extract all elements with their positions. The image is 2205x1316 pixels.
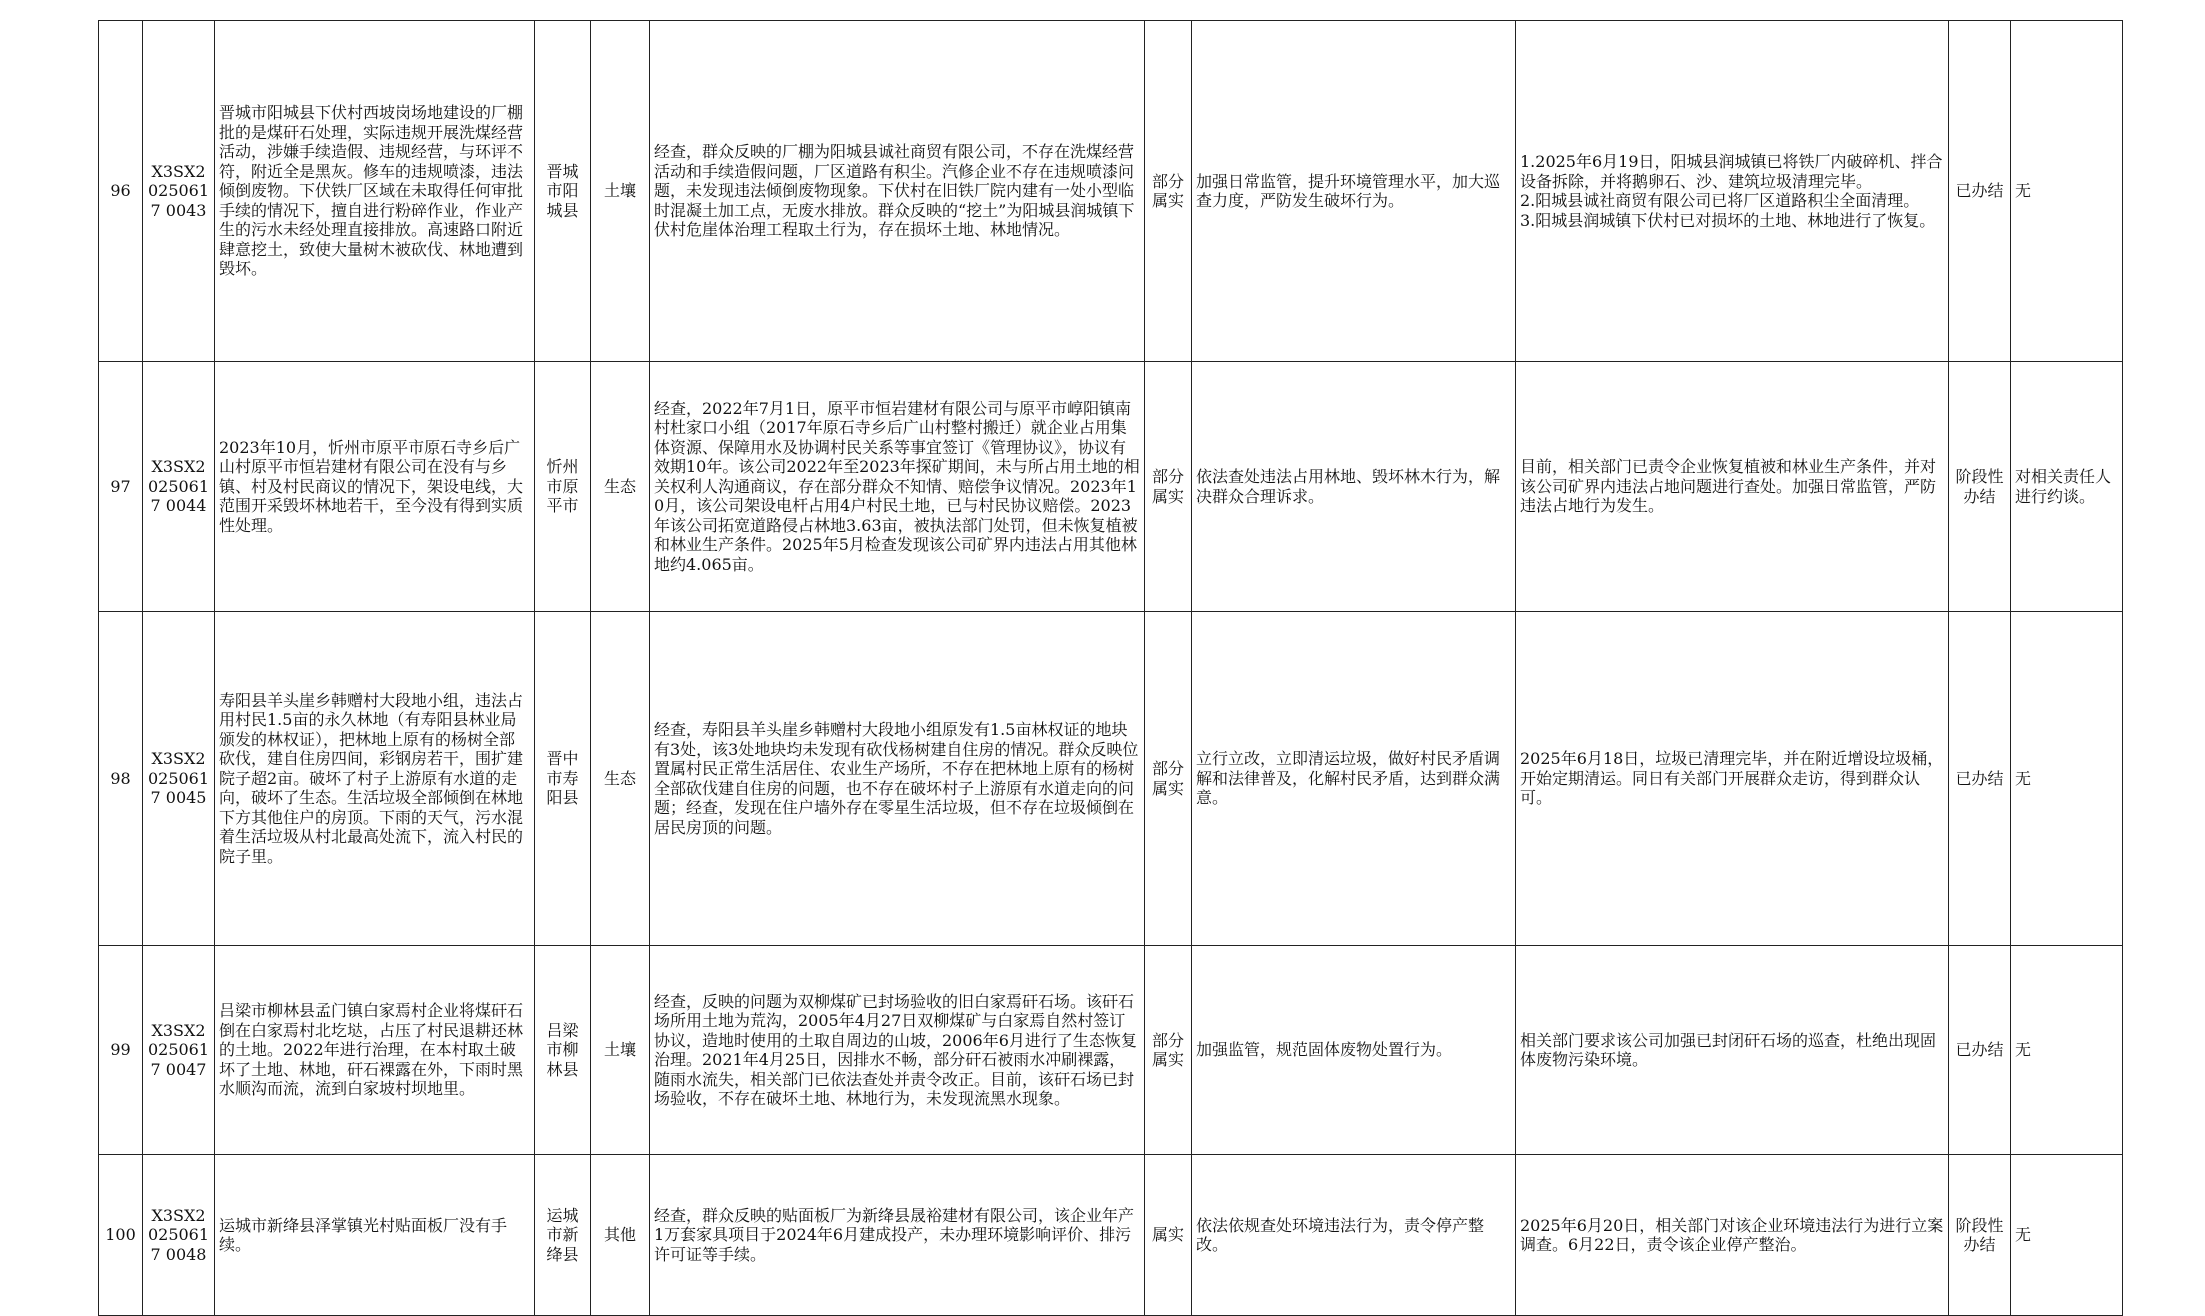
accountability: 无 <box>2011 612 2123 946</box>
handling-measure: 依法依规查处环境违法行为，责令停产整改。 <box>1192 1155 1516 1316</box>
pollution-type: 土壤 <box>591 946 650 1155</box>
pollution-type: 生态 <box>591 612 650 946</box>
verdict: 部分属实 <box>1145 21 1192 362</box>
city-county: 晋中市寿阳县 <box>535 612 591 946</box>
pollution-type: 其他 <box>591 1155 650 1316</box>
handling-measure: 立行立改，立即清运垃圾，做好村民矛盾调解和法律普及，化解村民矛盾，达到群众满意。 <box>1192 612 1516 946</box>
table-row <box>99 1155 2123 1316</box>
pollution-type: 土壤 <box>591 21 650 362</box>
city-county: 忻州市原平市 <box>535 362 591 612</box>
rectification-result: 2025年6月20日，相关部门对该企业环境违法行为进行立案调查。6月22日，责令该企业停产整治。 <box>1516 1155 1949 1316</box>
row-number: 100 <box>99 1155 143 1316</box>
case-status: 已办结 <box>1949 612 2011 946</box>
complaint-text: 寿阳县羊头崖乡韩赠村大段地小组，违法占用村民1.5亩的永久林地（有寿阳县林业局颁发的林权证），把林地上原有的杨树全部砍伐，建自住房四间，彩钢房若干，围扩建院子超2亩。破坏了村子上游原有水道的走向，破坏了生态。生活垃圾全部倾倒在林地下方其他住户的房顶。下雨的天气，污水混着生活垃圾从村北最高处流下，流入村民的院子里。 <box>215 612 535 946</box>
case-table <box>98 20 2123 1316</box>
table-row <box>99 362 2123 612</box>
complaint-text: 2023年10月，忻州市原平市原石寺乡后广山村原平市恒岩建材有限公司在没有与乡镇、村及村民商议的情况下，架设电线，大范围开采毁坏林地若干，至今没有得到实质性处理。 <box>215 362 535 612</box>
row-number: 98 <box>99 612 143 946</box>
case-code: X3SX20250617 0045 <box>143 612 215 946</box>
rectification-result: 目前，相关部门已责令企业恢复植被和林业生产条件，并对该公司矿界内违法占地问题进行查处。加强日常监管，严防违法占地行为发生。 <box>1516 362 1949 612</box>
city-county: 吕梁市柳林县 <box>535 946 591 1155</box>
accountability: 无 <box>2011 946 2123 1155</box>
case-status: 已办结 <box>1949 21 2011 362</box>
investigation-finding: 经查，群众反映的贴面板厂为新绛县晟裕建材有限公司，该企业年产1万套家具项目于2024年6月建成投产，未办理环境影响评价、排污许可证等手续。 <box>650 1155 1145 1316</box>
handling-measure: 加强日常监管，提升环境管理水平，加大巡查力度，严防发生破坏行为。 <box>1192 21 1516 362</box>
rectification-result: 1.2025年6月19日，阳城县润城镇已将铁厂内破碎机、拌合设备拆除，并将鹅卵石、沙、建筑垃圾清理完毕。 2.阳城县诚社商贸有限公司已将厂区道路积尘全面清理。 3.阳城县润城镇下伏村已对损坏的土地、林地进行了恢复。 <box>1516 21 1949 362</box>
row-number: 97 <box>99 362 143 612</box>
verdict: 部分属实 <box>1145 362 1192 612</box>
case-table-body <box>99 21 2123 1316</box>
case-code: X3SX20250617 0048 <box>143 1155 215 1316</box>
case-status: 已办结 <box>1949 946 2011 1155</box>
accountability: 无 <box>2011 1155 2123 1316</box>
complaint-text: 运城市新绛县泽掌镇光村贴面板厂没有手续。 <box>215 1155 535 1316</box>
city-county: 晋城市阳城县 <box>535 21 591 362</box>
investigation-finding: 经查，寿阳县羊头崖乡韩赠村大段地小组原发有1.5亩林权证的地块有3处，该3处地块均未发现有砍伐杨树建自住房的情况。群众反映位置属村民正常生活居住、农业生产场所，不存在把林地上原有的杨树全部砍伐建自住房的问题，也不存在破坏村子上游原有水道走向的问题；经查，发现在住户墙外存在零星生活垃圾，但不存在垃圾倾倒在居民房顶的问题。 <box>650 612 1145 946</box>
table-row <box>99 612 2123 946</box>
case-code: X3SX20250617 0044 <box>143 362 215 612</box>
accountability: 无 <box>2011 21 2123 362</box>
row-number: 96 <box>99 21 143 362</box>
table-row <box>99 946 2123 1155</box>
case-status: 阶段性办结 <box>1949 1155 2011 1316</box>
accountability: 对相关责任人进行约谈。 <box>2011 362 2123 612</box>
pollution-type: 生态 <box>591 362 650 612</box>
case-code: X3SX20250617 0043 <box>143 21 215 362</box>
verdict: 部分属实 <box>1145 946 1192 1155</box>
case-code: X3SX20250617 0047 <box>143 946 215 1155</box>
complaint-text: 吕梁市柳林县孟门镇白家焉村企业将煤矸石倒在白家焉村北圪垯，占压了村民退耕还林的土地。2022年进行治理，在本村取土破坏了土地、林地，矸石裸露在外，下雨时黑水顺沟而流，流到白家坡村坝地里。 <box>215 946 535 1155</box>
rectification-result: 相关部门要求该公司加强已封闭矸石场的巡查，杜绝出现固体废物污染环境。 <box>1516 946 1949 1155</box>
investigation-finding: 经查，群众反映的厂棚为阳城县诚社商贸有限公司，不存在洗煤经营活动和手续造假问题，厂区道路有积尘。汽修企业不存在违规喷漆问题，未发现违法倾倒废物现象。下伏村在旧铁厂院内建有一处小型临时混凝土加工点，无废水排放。群众反映的“挖土”为阳城县润城镇下伏村危崖体治理工程取土行为，存在损坏土地、林地情况。 <box>650 21 1145 362</box>
row-number: 99 <box>99 946 143 1155</box>
investigation-finding: 经查，2022年7月1日，原平市恒岩建材有限公司与原平市崞阳镇南村杜家口小组（2017年原石寺乡后广山村整村搬迁）就企业占用集体资源、保障用水及协调村民关系等事宜签订《管理协议》，协议有效期10年。该公司2022年至2023年探矿期间，未与所占用土地的相关权利人沟通商议，存在部分群众不知情、赔偿争议情况。2023年10月，该公司架设电杆占用4户村民土地，已与村民协议赔偿。2023年该公司拓宽道路侵占林地3.63亩，被执法部门处罚，但未恢复植被和林业生产条件。2025年5月检查发现该公司矿界内违法占用其他林地约4.065亩。 <box>650 362 1145 612</box>
case-status: 阶段性办结 <box>1949 362 2011 612</box>
handling-measure: 依法查处违法占用林地、毁坏林木行为，解决群众合理诉求。 <box>1192 362 1516 612</box>
complaint-text: 晋城市阳城县下伏村西坡岗场地建设的厂棚批的是煤矸石处理，实际违规开展洗煤经营活动，涉嫌手续造假、违规经营，与环评不符，附近全是黑灰。修车的违规喷漆，违法倾倒废物。下伏铁厂区域在未取得任何审批手续的情况下，擅自进行粉碎作业，作业产生的污水未经处理直接排放。高速路口附近肆意挖土，致使大量树木被砍伐、林地遭到毁坏。 <box>215 21 535 362</box>
verdict: 属实 <box>1145 1155 1192 1316</box>
investigation-finding: 经查，反映的问题为双柳煤矿已封场验收的旧白家焉矸石场。该矸石场所用土地为荒沟，2005年4月27日双柳煤矿与白家焉自然村签订协议，造地时使用的土取自周边的山坡，2006年6月进行了生态恢复治理。2021年4月25日，因排水不畅，部分矸石被雨水冲刷裸露，随雨水流失，相关部门已依法查处并责令改正。目前，该矸石场已封场验收，不存在破坏土地、林地行为，未发现流黑水现象。 <box>650 946 1145 1155</box>
verdict: 部分属实 <box>1145 612 1192 946</box>
handling-measure: 加强监管，规范固体废物处置行为。 <box>1192 946 1516 1155</box>
rectification-result: 2025年6月18日，垃圾已清理完毕，并在附近增设垃圾桶，开始定期清运。同日有关部门开展群众走访，得到群众认可。 <box>1516 612 1949 946</box>
table-row <box>99 21 2123 362</box>
city-county: 运城市新绛县 <box>535 1155 591 1316</box>
